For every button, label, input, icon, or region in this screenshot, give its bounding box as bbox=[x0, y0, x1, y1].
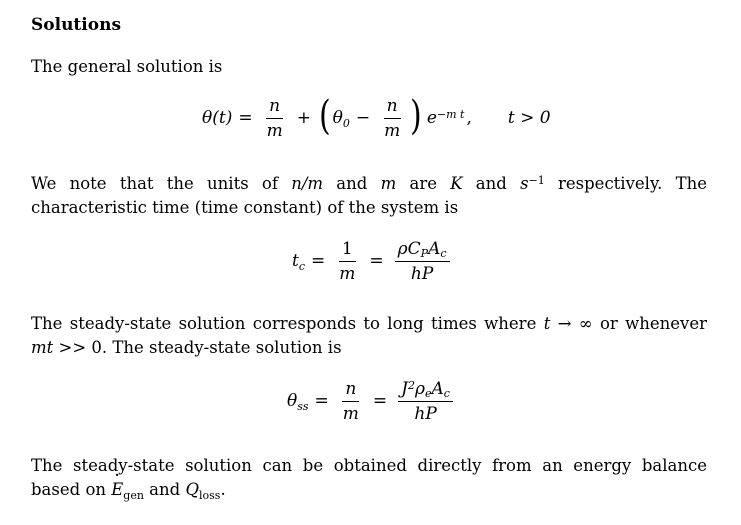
eq2-frac2-numerator: $\rho C_PA_c$ bbox=[395, 239, 450, 262]
eq1-frac2-denominator: m bbox=[384, 120, 401, 141]
section-heading: Solutions bbox=[31, 15, 122, 35]
eq3-equals-a: = bbox=[314, 391, 329, 411]
eq1-left-paren: ( bbox=[318, 93, 331, 139]
equation-general-solution bbox=[202, 92, 551, 144]
equation-time-constant bbox=[292, 235, 455, 287]
paragraph-general-solution: The general solution is bbox=[31, 57, 223, 76]
eq1-fraction-2 bbox=[381, 96, 403, 141]
eq2-frac1-denominator: m bbox=[339, 263, 356, 284]
eq1-minus: − bbox=[355, 108, 371, 128]
eq3-frac1-denominator: m bbox=[342, 403, 359, 424]
eq2-fraction-1-over-m bbox=[336, 239, 358, 284]
eq1-fraction-n-over-m bbox=[264, 96, 286, 141]
eq3-fraction-j2-rho-ac-over-hp bbox=[398, 379, 453, 424]
eq2-frac2-denominator: hP bbox=[410, 263, 434, 284]
eq3-equals-b: = bbox=[372, 391, 388, 411]
eq3-frac1-numerator: n bbox=[342, 379, 359, 402]
eq2-fraction-rho-cp-ac-over-hp bbox=[395, 239, 450, 284]
eq1-frac-denominator: m bbox=[266, 120, 283, 141]
eq2-lhs: $t_c$ bbox=[292, 251, 306, 273]
eq1-frac-numerator: n bbox=[266, 96, 283, 119]
paragraph-units: We note that the units of n/m and m are K and $s^{-1}$ respectively. The characteristic time (time constant) of the system is bbox=[31, 174, 707, 217]
eq2-frac1-numerator: 1 bbox=[339, 239, 356, 262]
eq3-frac2-denominator: hP bbox=[414, 403, 437, 424]
equation-steady-state bbox=[287, 375, 458, 427]
paragraph-steady-state: The steady-state solution corresponds to long times where t → ∞ or whenever mt >> 0. The steady-state solution is bbox=[31, 314, 707, 357]
eq1-lhs: θ(t) bbox=[202, 108, 233, 128]
eq1-frac2-numerator: n bbox=[384, 96, 401, 119]
eq2-equals-a: = bbox=[311, 251, 326, 271]
eq1-right-paren: ) bbox=[410, 93, 422, 139]
eq1-equals: = bbox=[238, 108, 253, 128]
eq3-fraction-n-over-m bbox=[340, 379, 362, 424]
eq3-frac2-numerator: $J^2\rho_eA_c$ bbox=[398, 379, 453, 402]
eq1-plus: + bbox=[296, 108, 311, 128]
eq1-comma: , bbox=[466, 108, 472, 128]
eq1-condition: t > 0 bbox=[507, 108, 551, 128]
eq1-theta0: $\theta_0$ bbox=[332, 108, 350, 130]
eq1-exponential: $e^{-m t}$ bbox=[426, 108, 465, 128]
eq2-equals-b: = bbox=[369, 251, 384, 271]
eq3-lhs: $\theta_{ss}$ bbox=[287, 391, 309, 413]
paragraph-energy-balance: The steady-state solution can be obtained directly from an energy balance based on $E \cdot_{gen}$ and $Q_{loss}$. bbox=[31, 454, 707, 502]
